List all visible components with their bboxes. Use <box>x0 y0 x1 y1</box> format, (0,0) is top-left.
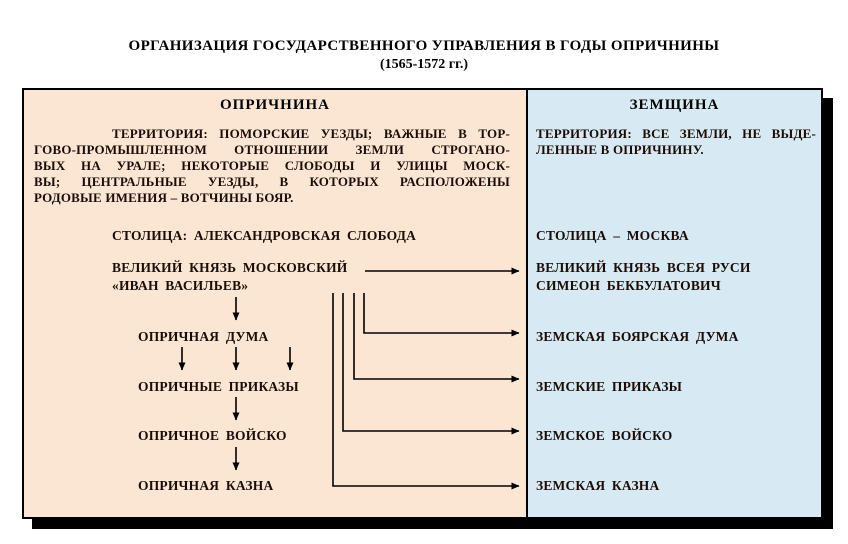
zemshchina-ruler-name-row: СИМЕОН БЕКБУЛАТОВИЧ <box>536 278 721 293</box>
territory-line: ТЕРРИТОРИЯ: ВСЕ ЗЕМЛИ, НЕ ВЫДЕ- <box>536 126 816 141</box>
oprichnina-header: ОПРИЧНИНА <box>219 97 330 113</box>
oprichnina-ruler-name-row: «ИВАН ВАСИЛЬЕВ» <box>112 278 249 293</box>
org-item-zemskaya-kazna: ЗЕМСКАЯ КАЗНА <box>536 478 660 493</box>
org-item-oprichnye-prikazy: ОПРИЧНЫЕ ПРИКАЗЫ <box>138 379 299 394</box>
territory-line: ВЫХ НА УРАЛЕ; НЕКОТОРЫЕ СЛОБОДЫ И УЛИЦЫ МОСК- <box>34 158 510 173</box>
territory-line: ЛЕННЫЕ В ОПРИЧНИНУ. <box>536 142 704 157</box>
oprichnina-capital-row: СТОЛИЦА: АЛЕКСАНДРОВСКАЯ СЛОБОДА <box>112 228 417 243</box>
org-item-oprichnaya-duma: ОПРИЧНАЯ ДУМА <box>138 329 269 344</box>
zemshchina-capital-row: СТОЛИЦА – МОСКВА <box>536 228 689 243</box>
org-item-zemskaya-boyarskaya-duma: ЗЕМСКАЯ БОЯРСКАЯ ДУМА <box>536 329 739 344</box>
territory-line: ГОВО-ПРОМЫШЛЕННОМ ОТНОШЕНИИ ЗЕМЛИ СТРОГАНО- <box>34 142 510 157</box>
title-line1: ОРГАНИЗАЦИЯ ГОСУДАРСТВЕННОГО УПРАВЛЕНИЯ В ГОДЫ ОПРИЧНИНЫ <box>128 38 720 54</box>
title-line2: (1565-1572 гг.) <box>379 57 469 72</box>
zemshchina-header: ЗЕМЩИНА <box>629 97 720 113</box>
territory-line: ВЫ; ЦЕНТРАЛЬНЫЕ УЕЗДЫ, В КОТОРЫХ РАСПОЛОЖЕНЫ <box>34 174 510 189</box>
territory-line: ТЕРРИТОРИЯ: ПОМОРСКИЕ УЕЗДЫ; ВАЖНЫЕ В ТОР- <box>112 126 510 141</box>
zemshchina-territory-paragraph <box>536 126 816 158</box>
oprichnina-territory-paragraph <box>34 126 510 206</box>
zemshchina-panel <box>528 90 821 517</box>
diagram-title <box>0 38 848 73</box>
oprichnina-ruler-title-row: ВЕЛИКИЙ КНЯЗЬ МОСКОВСКИЙ <box>112 260 348 275</box>
org-item-oprichnoe-voysko: ОПРИЧНОЕ ВОЙСКО <box>138 428 287 443</box>
territory-line: РОДОВЫЕ ИМЕНИЯ – ВОТЧИНЫ БОЯР. <box>34 190 294 205</box>
org-item-oprichnaya-kazna: ОПРИЧНАЯ КАЗНА <box>138 478 274 493</box>
zemshchina-ruler-title-row: ВЕЛИКИЙ КНЯЗЬ ВСЕЯ РУСИ <box>536 260 751 275</box>
oprichnina-panel <box>24 90 528 517</box>
org-item-zemskoe-voysko: ЗЕМСКОЕ ВОЙСКО <box>536 428 673 443</box>
org-item-zemskie-prikazy: ЗЕМСКИЕ ПРИКАЗЫ <box>536 379 683 394</box>
main-box <box>22 88 823 519</box>
